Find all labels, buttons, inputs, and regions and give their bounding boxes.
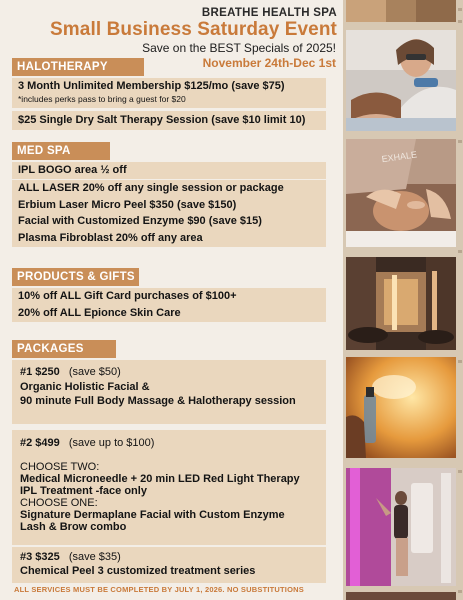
packages-heading: PACKAGES <box>12 340 116 358</box>
package-2-choose-two: CHOOSE TWO: <box>20 461 100 473</box>
halotherapy-membership-note: *includes perks pass to bring a guest for $20 <box>18 94 186 104</box>
film-hole <box>458 20 462 23</box>
products-heading: PRODUCTS & GIFTS <box>12 268 139 286</box>
photo-top-partial-graphic <box>346 0 456 22</box>
package-3-price: #3 $325 <box>20 551 60 563</box>
package-2-savings: (save up to $100) <box>68 437 155 449</box>
package-1-price: #1 $250 <box>20 366 60 378</box>
halotherapy-salt-text: $25 Single Dry Salt Therapy Session (save $10 limit 10) <box>18 114 306 126</box>
package-2-option: Medical Microneedle + 20 min LED Red Light Therapy <box>20 473 300 485</box>
med-spa-item: IPL BOGO area ½ off <box>12 162 326 179</box>
page-title: Small Business Saturday Event <box>50 19 337 40</box>
photo-red-light-graphic <box>346 468 456 586</box>
halotherapy-item-membership <box>12 78 326 108</box>
package-1-line: Organic Holistic Facial & <box>20 381 150 393</box>
film-hole <box>458 8 462 11</box>
film-hole <box>458 470 462 473</box>
page-subtitle: Save on the BEST Specials of 2025! <box>142 41 336 55</box>
event-dates: November 24th-Dec 1st <box>202 56 336 70</box>
med-spa-item: Facial with Customized Enzyme $90 (save $15) <box>12 213 326 230</box>
package-2 <box>12 430 326 545</box>
photo-facial-massage <box>346 139 456 247</box>
halotherapy-heading: HALOTHERAPY <box>12 58 144 76</box>
photo-text-decoration: EXHALE <box>380 149 418 165</box>
med-spa-item: Plasma Fibroblast 20% off any area <box>12 230 326 247</box>
photo-bottom-partial <box>346 592 456 600</box>
photo-top-partial <box>346 0 456 22</box>
package-2-choose-one: CHOOSE ONE: <box>20 497 98 509</box>
footer-disclaimer: ALL SERVICES MUST BE COMPLETED BY JULY 1, 2026. NO SUBSTITUTIONS <box>14 585 304 594</box>
package-3-savings: (save $35) <box>68 551 121 563</box>
photo-salt-room-graphic <box>346 257 456 350</box>
med-spa-heading: MED SPA <box>12 142 110 160</box>
film-hole <box>458 360 462 363</box>
package-2-option: IPL Treatment -face only <box>20 485 147 497</box>
brand-name: BREATHE HEALTH SPA <box>201 7 337 19</box>
film-hole <box>458 250 462 253</box>
photo-salt-room <box>346 257 456 350</box>
package-2-option: Signature Dermaplane Facial with Custom Enzyme <box>20 509 285 521</box>
photo-laser-treatment-graphic <box>346 30 456 131</box>
package-1 <box>12 360 326 424</box>
halotherapy-membership-text: 3 Month Unlimited Membership $125/mo (save $75) <box>18 80 285 92</box>
film-strip <box>343 0 463 600</box>
photo-laser-treatment <box>346 30 456 131</box>
package-1-line: 90 minute Full Body Massage & Halotherapy session <box>20 395 296 407</box>
package-3-line: Chemical Peel 3 customized treatment series <box>20 565 256 577</box>
photo-salt-spray <box>346 357 456 458</box>
med-spa-item: ALL LASER 20% off any single session or package <box>12 180 326 197</box>
package-2-option: Lash & Brow combo <box>20 521 127 533</box>
products-item: 20% off ALL Epionce Skin Care <box>12 305 326 322</box>
package-3 <box>12 547 326 583</box>
package-1-savings: (save $50) <box>68 366 121 378</box>
film-hole <box>458 590 462 593</box>
med-spa-item: Erbium Laser Micro Peel $350 (save $150) <box>12 197 326 214</box>
halotherapy-item-salt <box>12 111 326 130</box>
film-hole <box>458 140 462 143</box>
photo-facial-massage-graphic <box>346 139 456 247</box>
photo-red-light <box>346 468 456 586</box>
photo-salt-spray-graphic <box>346 357 456 458</box>
package-2-price: #2 $499 <box>20 437 60 449</box>
products-item: 10% off ALL Gift Card purchases of $100+ <box>12 288 326 305</box>
